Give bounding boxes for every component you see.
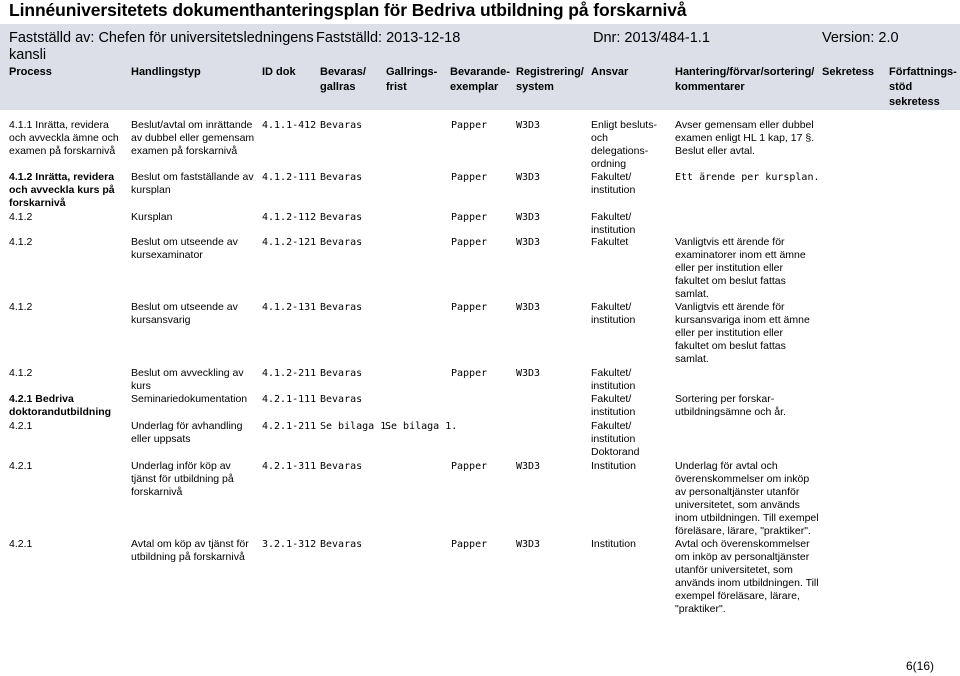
header-responsibility: Ansvar xyxy=(591,66,629,78)
row-1-retain: Bevaras xyxy=(320,120,363,131)
row-4-id: 4.1.2-121 xyxy=(262,237,317,248)
row-2-reg: W3D3 xyxy=(516,172,541,183)
row-1-id: 4.1.1-412 xyxy=(262,120,317,131)
row-8-retain: Se bilaga 1. xyxy=(320,421,393,432)
row-4-copy: Papper xyxy=(451,237,488,248)
version: Version: 2.0 xyxy=(822,30,899,46)
row-10-doc: Avtal om köp av tjänst för utbildning på forskarnivå xyxy=(131,538,249,563)
row-9-process: 4.2.1 xyxy=(9,460,33,472)
row-5-process: 4.1.2 xyxy=(9,301,33,313)
row-3-id: 4.1.2-112 xyxy=(262,212,317,223)
row-10-resp: Institution xyxy=(591,538,636,550)
row-2-retain: Bevaras xyxy=(320,172,363,183)
row-3-retain: Bevaras xyxy=(320,212,363,223)
row-4-reg: W3D3 xyxy=(516,237,541,248)
row-5-doc: Beslut om utseende av kursansvarig xyxy=(131,301,238,326)
row-5-copy: Papper xyxy=(451,302,488,313)
row-4-process: 4.1.2 xyxy=(9,236,33,248)
row-6-id: 4.1.2-211 xyxy=(262,368,317,379)
row-1-copy: Papper xyxy=(451,120,488,131)
header-doc-type: Handlingstyp xyxy=(131,66,201,78)
row-9-id: 4.2.1-311 xyxy=(262,461,317,472)
established-date: Fastställd: 2013-12-18 xyxy=(316,30,461,46)
row-2-copy: Papper xyxy=(451,172,488,183)
row-1-doc: Beslut/avtal om inrättande av dubbel eller gemensam examen på forskarnivå xyxy=(131,119,255,157)
row-6-doc: Beslut om avveckling av kurs xyxy=(131,367,244,392)
row-3-process: 4.1.2 xyxy=(9,211,33,223)
row-8-doc: Underlag för avhandling eller uppsats xyxy=(131,420,243,445)
row-4-note: Vanligtvis ett ärende för examinatorer inom ett ämne eller per institution eller fakultet om beslut fattas samlat. xyxy=(675,236,806,300)
row-5-id: 4.1.2-131 xyxy=(262,302,317,313)
registration-number: Dnr: 2013/484-1.1 xyxy=(593,30,710,46)
row-1-process: 4.1.1 Inrätta, revidera och avveckla ämne och examen på forskarnivå xyxy=(9,119,119,157)
row-5-reg: W3D3 xyxy=(516,302,541,313)
row-6-retain: Bevaras xyxy=(320,368,363,379)
row-5-resp: Fakultet/ institution xyxy=(591,301,636,326)
row-7-process: 4.2.1 Bedriva doktorandutbildning xyxy=(9,393,112,418)
row-6-copy: Papper xyxy=(451,368,488,379)
row-2-note: Ett ärende per kursplan. xyxy=(675,172,820,183)
header-cull: Gallrings- frist xyxy=(386,66,438,93)
established-by: Fastställd av: Chefen för universitetsledningens kansli xyxy=(9,30,314,63)
row-4-retain: Bevaras xyxy=(320,237,363,248)
row-10-process: 4.2.1 xyxy=(9,538,33,550)
row-9-retain: Bevaras xyxy=(320,461,363,472)
row-1-reg: W3D3 xyxy=(516,120,541,131)
header-copy: Bevarande- exemplar xyxy=(450,66,510,93)
row-3-reg: W3D3 xyxy=(516,212,541,223)
row-10-id: 3.2.1-312 xyxy=(262,539,317,550)
row-7-id: 4.2.1-111 xyxy=(262,394,317,405)
row-5-retain: Bevaras xyxy=(320,302,363,313)
document-title: Linnéuniversitetets dokumenthanteringsplan för Bedriva utbildning på forskarnivå xyxy=(9,0,687,20)
row-4-resp: Fakultet xyxy=(591,236,629,248)
header-secrecy: Sekretess xyxy=(822,66,874,78)
row-6-reg: W3D3 xyxy=(516,368,541,379)
header-registration: Registrering/ system xyxy=(516,66,584,93)
row-9-resp: Institution xyxy=(591,460,636,472)
page-number: 6(16) xyxy=(906,659,935,673)
row-10-retain: Bevaras xyxy=(320,539,363,550)
row-3-doc: Kursplan xyxy=(131,211,173,223)
row-7-doc: Seminariedokumentation xyxy=(131,393,248,405)
row-2-process: 4.1.2 Inrätta, revidera och avveckla kurs på forskarnivå xyxy=(9,171,115,209)
row-1-note: Avser gemensam eller dubbel examen enligt HL 1 kap, 17 §. Beslut eller avtal. xyxy=(675,119,815,157)
row-9-copy: Papper xyxy=(451,461,488,472)
row-10-reg: W3D3 xyxy=(516,539,541,550)
row-8-resp: Fakultet/ institution Doktorand xyxy=(591,420,640,458)
row-9-note: Underlag för avtal och överenskommelser om inköp av personaltjänster utanför universitetet, som används inom utbildningen. Till exempel föreläsare, lärare, "praktiker". xyxy=(675,460,819,537)
row-9-doc: Underlag inför köp av tjänst för utbildning på forskarnivå xyxy=(131,460,234,498)
row-7-note: Sortering per forskar- utbildningsämne och år. xyxy=(675,393,786,418)
row-4-doc: Beslut om utseende av kursexaminator xyxy=(131,236,238,261)
row-8-id: 4.2.1-211 xyxy=(262,421,317,432)
header-process: Process xyxy=(9,66,52,78)
row-10-copy: Papper xyxy=(451,539,488,550)
row-10-note: Avtal och överenskommelser om inköp av personaltjänster utanför universitetet, som används inom utbildningen. Till exempel föreläsare, lärare, "praktiker". xyxy=(675,538,819,615)
row-1-resp: Enligt besluts- och delegations- ordning xyxy=(591,119,657,170)
header-handling: Hantering/förvar/sortering/ kommentarer xyxy=(675,66,815,93)
row-7-resp: Fakultet/ institution xyxy=(591,393,636,418)
row-2-resp: Fakultet/ institution xyxy=(591,171,636,196)
header-retain: Bevaras/ gallras xyxy=(320,66,366,93)
header-id: ID dok xyxy=(262,66,296,78)
row-6-resp: Fakultet/ institution xyxy=(591,367,636,392)
row-8-process: 4.2.1 xyxy=(9,420,33,432)
row-6-process: 4.1.2 xyxy=(9,367,33,379)
row-7-retain: Bevaras xyxy=(320,394,363,405)
row-8-copy: Se bilaga 1. xyxy=(385,421,458,432)
row-2-id: 4.1.2-111 xyxy=(262,172,317,183)
row-3-resp: Fakultet/ institution xyxy=(591,211,636,236)
row-5-note: Vanligtvis ett ärende för kursansvariga inom ett ämne eller per institution eller fakultet om beslut fattas samlat. xyxy=(675,301,810,365)
row-3-copy: Papper xyxy=(451,212,488,223)
row-9-reg: W3D3 xyxy=(516,461,541,472)
row-2-doc: Beslut om fastställande av kursplan xyxy=(131,171,254,196)
header-statute: Författnings- stöd sekretess xyxy=(889,66,957,108)
